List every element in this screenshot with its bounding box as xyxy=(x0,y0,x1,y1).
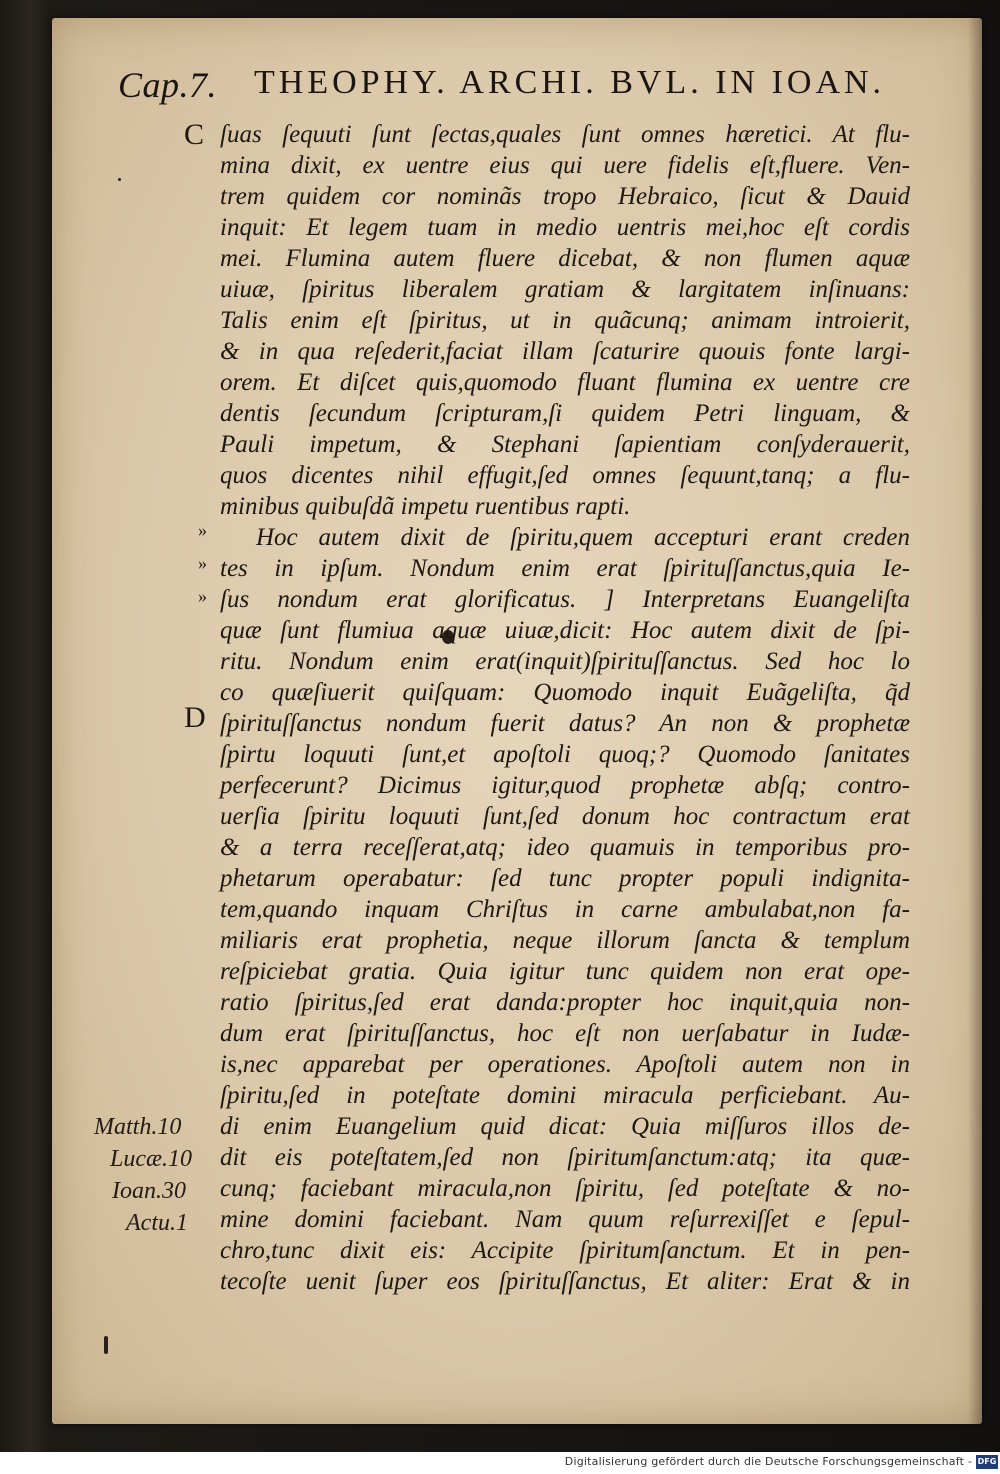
ink-speck xyxy=(104,1336,108,1354)
text-line: ſus nondum erat glorificatus. ] Interpretans Euangeliſta xyxy=(220,586,910,613)
text-line: reſpiciebat gratia. Quia igitur tunc quidem non erat ope- xyxy=(220,958,910,985)
quote-mark: » xyxy=(198,586,207,606)
running-head xyxy=(118,64,938,114)
text-line: trem quidem cor nominãs tropo Hebraico, ſicut & Dauid xyxy=(220,183,910,210)
text-line: ratio ſpiritus,ſed erat danda:propter hoc inquit,quia non- xyxy=(220,989,910,1016)
margin-note: Lucæ.10 xyxy=(110,1146,193,1172)
text-line: Pauli impetum, & Stephani ſapientiam conſyderauerit, xyxy=(220,431,910,458)
quote-mark: » xyxy=(198,520,207,540)
text-line: quæ ſunt flumiua aquæ uiuæ,dicit: Hoc autem dixit de ſpi- xyxy=(220,617,910,644)
text-line: tecoſte uenit ſuper eos ſpirituſſanctus, Et aliter: Erat & in xyxy=(220,1268,910,1295)
text-line: Talis enim eſt ſpiritus, ut in quãcunq; animam introierit, xyxy=(220,307,910,334)
margin-note: Actu.1 xyxy=(126,1210,188,1236)
text-line: di enim Euangelium quid dicat: Quia miſſuros illos de- xyxy=(220,1113,910,1140)
dfg-logo: DFG xyxy=(976,1455,998,1469)
page-edge-shadow xyxy=(968,18,982,1424)
text-line: dit eis poteſtatem,ſed non ſpiritumſanctum:atq; ita quæ- xyxy=(220,1144,910,1171)
text-line: dentis ſecundum ſcripturam,ſi quidem Petri linguam, & xyxy=(220,400,910,427)
text-line: cunq; faciebant miracula,non ſpiritu, ſed poteſtate & no- xyxy=(220,1175,910,1202)
text-line: phetarum operabatur: ſed tunc propter populi indignita- xyxy=(220,865,910,892)
text-line: quos dicentes nihil effugit,ſed omnes ſequunt,tanq; a flu- xyxy=(220,462,910,489)
margin-note: Matth.10 xyxy=(94,1114,182,1140)
text-line: perfecerunt? Dicimus igitur,quod prophetæ abſq; contro- xyxy=(220,772,910,799)
text-line: uerſia ſpiritu loquuti ſunt,ſed donum hoc contractum erat xyxy=(220,803,910,830)
text-line: dum erat ſpirituſſanctus, hoc eſt non uerſabatur in Iudæ- xyxy=(220,1020,910,1047)
text-line: & a terra receſſerat,atq; ideo quamuis in temporibus pro- xyxy=(220,834,910,861)
text-line: orem. Et diſcet quis,quomodo fluant flumina ex uentre cre xyxy=(220,369,910,396)
text-line: miliaris erat prophetia, neque illorum ſancta & templum xyxy=(220,927,910,954)
text-line: uiuæ, ſpiritus liberalem gratiam & largitatem inſinuans: xyxy=(220,276,910,303)
running-title: THEOPHY. ARCHI. BVL. IN IOAN. xyxy=(254,64,886,101)
text-line: tes in ipſum. Nondum enim erat ſpirituſſanctus,quia Ie- xyxy=(220,555,910,582)
text-line: ritu. Nondum enim erat(inquit)ſpirituſſanctus. Sed hoc lo xyxy=(220,648,910,675)
text-line: co quæſiuerit quiſquam: Quomodo inquit Euãgeliſta, q̃d xyxy=(220,679,910,706)
text-line: ſuas ſequuti ſunt ſectas,quales ſunt omnes hæretici. At flu- xyxy=(220,121,910,148)
footer-bar xyxy=(0,1452,1000,1474)
text-line: chro,tunc dixit eis: Accipite ſpiritumſanctum. Et in pen- xyxy=(220,1237,910,1264)
text-line: inquit: Et legem tuam in medio uentris mei,hoc eſt cordis xyxy=(220,214,910,241)
text-line: tem,quando inquam Chriſtus in carne ambulabat,non fa- xyxy=(220,896,910,923)
section-letter-c: C xyxy=(184,118,205,151)
text-line: mina dixit, ex uentre eius qui uere fidelis eſt,fluere. Ven- xyxy=(220,152,910,179)
text-line: & in qua reſederit,faciat illam ſcaturire quouis fonte largi- xyxy=(220,338,910,365)
text-line: is,nec apparebat per operationes. Apoſtoli autem non in xyxy=(220,1051,910,1078)
text-line: ſpirituſſanctus nondum fuerit datus? An non & prophetæ xyxy=(220,710,910,737)
text-line: minibus quibuſdã impetu ruentibus rapti. xyxy=(220,493,631,520)
book-page xyxy=(52,18,982,1424)
margin-note: Ioan.30 xyxy=(112,1178,186,1204)
section-letter-d: D xyxy=(184,701,206,734)
chapter-label: Cap.7. xyxy=(118,65,218,105)
footer-credit: Digitalisierung gefördert durch die Deutsche Forschungsgemeinschaft - xyxy=(564,1455,972,1468)
text-line: mine domini faciebant. Nam quum reſurrexiſſet e ſepul- xyxy=(220,1206,910,1233)
ink-speck xyxy=(118,178,121,181)
text-line: Hoc autem dixit de ſpiritu,quem accepturi erant creden xyxy=(256,524,910,551)
text-line: ſpiritu,ſed in poteſtate domini miracula perficiebant. Au- xyxy=(220,1082,910,1109)
text-line: ſpirtu loquuti ſunt,et apoſtoli quoq;? Quomodo ſanitates xyxy=(220,741,910,768)
quote-mark: » xyxy=(198,553,207,573)
text-line: mei. Flumina autem fluere dicebat, & non flumen aquæ xyxy=(220,245,910,272)
